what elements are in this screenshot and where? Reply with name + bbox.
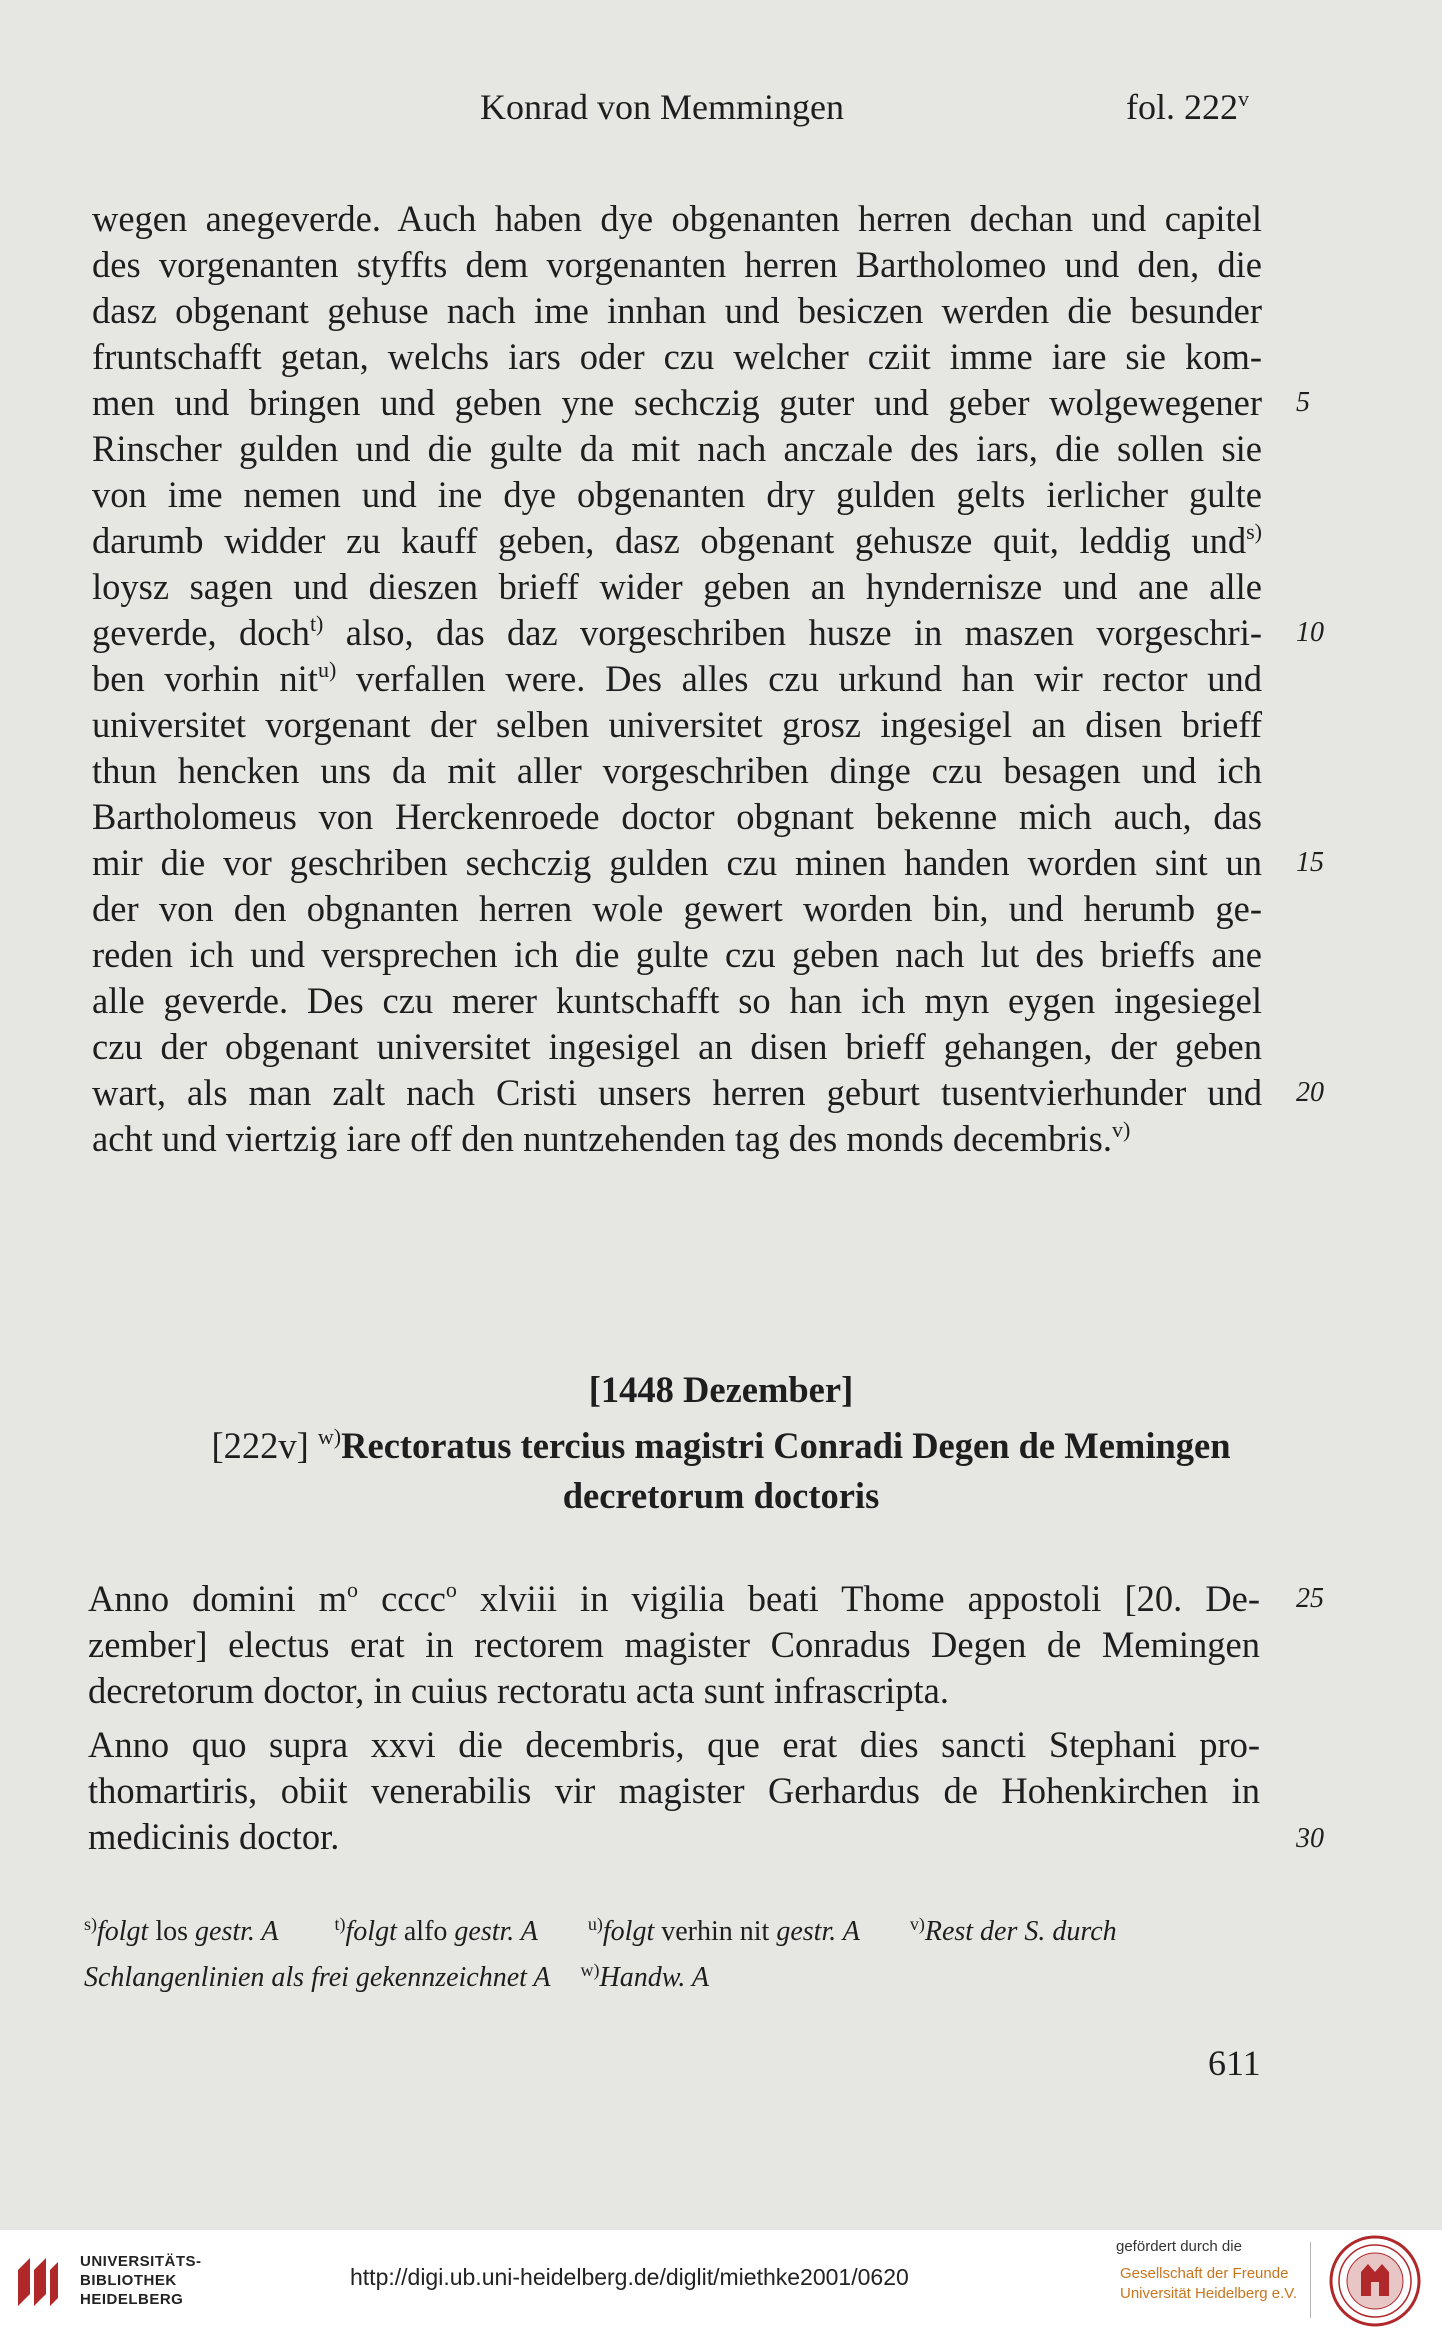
text-line: czu der obgenant universitet ingesigel an disen brieff gehangen, der geben: [92, 1026, 1262, 1067]
section-date-heading: [1448 Dezember]: [588, 1369, 854, 1410]
footnote-italic: Handw. A: [599, 1962, 709, 1993]
society-name-line: Universität Heidelberg e.V.: [1120, 2285, 1298, 2302]
line-number: 30: [1296, 1823, 1324, 1854]
superscript-o: o: [445, 1577, 457, 1602]
text-segment: also, das daz vorgeschriben husze in maszen vorgeschri-: [323, 612, 1262, 653]
library-name-line: HEIDELBERG: [80, 2291, 184, 2308]
footnote-ref-u: u): [317, 657, 337, 682]
line-number: 25: [1296, 1583, 1324, 1614]
text-line: [92, 656, 1262, 702]
footnote-italic: gestr. A: [454, 1916, 538, 1947]
text-line: mir die vor geschriben sechczig gulden czu minen handen worden sint un: [92, 842, 1262, 883]
folio-superscript: v: [1238, 86, 1249, 111]
text-line: thun hencken uns da mit aller vorgeschriben dinge czu besagen und ich: [92, 750, 1262, 791]
section-title-text: decretorum doctoris: [562, 1475, 880, 1516]
footnote-text: alfo: [396, 1916, 455, 1947]
footnote-italic: gestr. A: [195, 1916, 279, 1947]
running-title: Konrad von Memmingen: [480, 87, 844, 127]
text-segment: xlviii in vigilia beati Thome appostoli [20. De-: [456, 1578, 1260, 1619]
footnote-ref-t: t): [309, 611, 324, 636]
text-line: dasz obgenant gehuse nach ime innhan und besiczen werden die besunder: [92, 290, 1262, 331]
text-line: loysz sagen und dieszen brieff wider geben an hyndernisze und ane alle: [92, 566, 1262, 607]
footer-divider: [1310, 2242, 1311, 2318]
text-line: reden ich und versprechen ich die gulte czu geben nach lut des brieffs ane: [92, 934, 1262, 975]
text-line: wegen anegeverde. Auch haben dye obgenanten herren dechan und capitel: [92, 198, 1262, 239]
text-line: der von den obgnanten herren wole gewert worden bin, und herumb ge-: [92, 888, 1262, 929]
text-line: medicinis doctor.: [88, 1816, 340, 1857]
text-line: des vorgenanten styffts dem vorgenanten herren Bartholomeo und den, die: [92, 244, 1262, 285]
superscript-o: o: [347, 1577, 359, 1602]
text-segment: acht und viertzig iare off den nuntzehenden tag des monds decembris.: [92, 1118, 1112, 1159]
footnote-italic: Rest der S. durch: [924, 1916, 1117, 1947]
library-name-line: BIBLIOTHEK: [80, 2272, 177, 2289]
footnote-mark: v): [909, 1914, 925, 1934]
line-number: 15: [1296, 847, 1324, 878]
text-line: zember] electus erat in rectorem magister Conradus Degen de Memingen: [88, 1624, 1260, 1665]
footnote-ref-s: s): [1246, 519, 1262, 544]
section-title-line2: [0, 1474, 1442, 1517]
text-line: Rinscher gulden und die gulte da mit nach anczale des iars, die sollen sie: [92, 428, 1262, 469]
text-line: thomartiris, obiit venerabilis vir magister Gerhardus de Hohenkirchen in: [88, 1770, 1260, 1811]
section-title-text: Rectoratus tercius magistri Conradi Degen de Memingen: [341, 1425, 1231, 1466]
folio-label: [1126, 86, 1249, 128]
section-title-line1: [0, 1424, 1442, 1467]
footnote-line1: [84, 1910, 1264, 1954]
footnote-italic: gestr. A: [776, 1916, 860, 1947]
line-number: 20: [1296, 1077, 1324, 1108]
library-name-line: UNIVERSITÄTS-: [80, 2253, 202, 2270]
society-name[interactable]: [1120, 2264, 1297, 2304]
text-line: Bartholomeus von Herckenroede doctor obgnant bekenne mich auch, das: [92, 796, 1262, 837]
footnote-mark: t): [334, 1914, 346, 1934]
text-line: [88, 1576, 1260, 1622]
text-segment: darumb widder zu kauff geben, dasz obgenant gehusze quit, leddig und: [92, 520, 1247, 561]
digitization-footer: [0, 2230, 1442, 2329]
footnote-ref-w: w): [317, 1424, 342, 1449]
footnote-text: los: [148, 1916, 196, 1947]
line-number: 10: [1296, 617, 1324, 648]
text-line: men und bringen und geben yne sechczig guter und geber wolgewegener: [92, 382, 1262, 423]
text-segment: geverde, doch: [92, 612, 310, 653]
text-line: [92, 1116, 1262, 1162]
text-segment: Anno domini m: [88, 1578, 348, 1619]
ub-heidelberg-logo-icon[interactable]: [14, 2250, 60, 2310]
footnote-italic: folgt: [97, 1916, 149, 1947]
folio-text: fol. 222: [1126, 87, 1238, 127]
page-number: 611: [1208, 2043, 1261, 2083]
folio-reference: [222v]: [211, 1425, 318, 1466]
footnote-italic: folgt: [602, 1916, 655, 1947]
footnote-line2: [84, 1956, 1264, 2000]
library-name[interactable]: [80, 2252, 202, 2309]
text-line: wart, als man zalt nach Cristi unsers herren geburt tusentvierhunder und: [92, 1072, 1262, 1113]
text-line: von ime nemen und ine dye obgenanten dry gulden gelts ierlicher gulte: [92, 474, 1262, 515]
footnote-ref-v: v): [1111, 1117, 1131, 1142]
text-line: alle geverde. Des czu merer kuntschafft so han ich myn eygen ingesiegel: [92, 980, 1262, 1021]
text-segment: ben vorhin nit: [92, 658, 318, 699]
funded-by-label: gefördert durch die: [1116, 2238, 1242, 2255]
text-segment: verfallen were. Des alles czu urkund han wir rector und: [336, 658, 1262, 699]
permalink-url[interactable]: http://digi.ub.uni-heidelberg.de/diglit/miethke2001/0620: [350, 2264, 909, 2290]
text-line: [92, 610, 1262, 656]
text-line: decretorum doctor, in cuius rectoratu acta sunt infrascripta.: [88, 1670, 950, 1711]
text-line: universitet vorgenant der selben universitet grosz ingesigel an disen brieff: [92, 704, 1262, 745]
text-line: [92, 518, 1262, 564]
footnote-italic: Schlangenlinien als frei gekennzeichnet A: [84, 1962, 551, 1993]
footnote-text: verhin nit: [654, 1916, 777, 1947]
footnote-mark: w): [580, 1960, 600, 1980]
society-name-line: Gesellschaft der Freunde: [1120, 2265, 1289, 2282]
footnote-mark: s): [84, 1914, 97, 1934]
text-segment: cccc: [358, 1578, 446, 1619]
text-line: fruntschafft getan, welchs iars oder czu welcher cziit imme iare sie kom-: [92, 336, 1262, 377]
university-seal-icon[interactable]: [1328, 2234, 1422, 2328]
footnote-italic: folgt: [345, 1916, 397, 1947]
footnote-mark: u): [587, 1914, 603, 1934]
line-number: 5: [1296, 387, 1310, 418]
text-line: Anno quo supra xxvi die decembris, que erat dies sancti Stephani pro-: [88, 1724, 1260, 1765]
